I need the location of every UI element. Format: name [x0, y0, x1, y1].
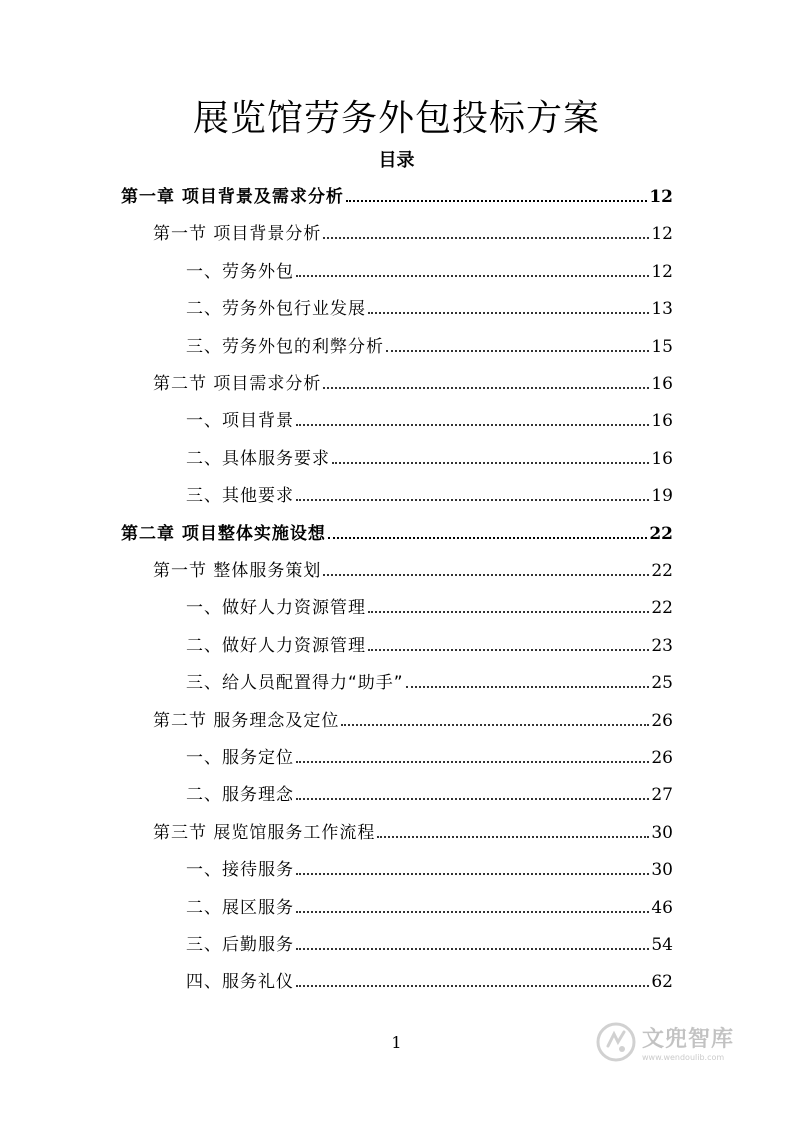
- toc-leader-dots: [296, 761, 649, 763]
- toc-entry-label: 三、其他要求: [186, 486, 294, 507]
- toc-entry[interactable]: [186, 257, 673, 287]
- toc-entry-page: 26: [651, 710, 673, 731]
- wendou-logo-icon: [596, 1022, 636, 1062]
- page-number: 1: [391, 1033, 402, 1052]
- toc-entry-page: 12: [651, 261, 673, 282]
- toc-entry[interactable]: [186, 294, 673, 324]
- toc-entry[interactable]: [186, 631, 673, 661]
- toc-entry-page: 19: [651, 486, 673, 507]
- toc-entry[interactable]: [153, 706, 673, 736]
- toc-entry[interactable]: [186, 668, 673, 698]
- toc-entry-label: 三、劳务外包的利弊分析: [186, 336, 384, 357]
- toc-entry[interactable]: [153, 219, 673, 249]
- toc-leader-dots: [323, 387, 649, 389]
- toc-entry-label: 第二节 项目需求分析: [153, 374, 322, 394]
- toc-entry[interactable]: [186, 743, 673, 773]
- toc-entry-page: 16: [651, 448, 673, 469]
- toc-leader-dots: [296, 424, 649, 426]
- toc-entry-page: 15: [651, 336, 673, 357]
- toc-leader-dots: [346, 200, 647, 202]
- toc-entry-label: 第二章 项目整体实施设想: [121, 523, 326, 544]
- toc-entry-page: 12: [649, 187, 673, 207]
- toc-leader-dots: [323, 574, 649, 576]
- toc-leader-dots: [296, 948, 649, 950]
- toc-entry[interactable]: [186, 855, 673, 885]
- toc-leader-dots: [296, 275, 649, 277]
- toc-leader-dots: [406, 686, 650, 688]
- toc-entry[interactable]: [186, 444, 673, 474]
- toc-entry-page: 54: [651, 935, 673, 955]
- toc-entry[interactable]: [121, 182, 673, 212]
- toc-entry-page: 25: [651, 673, 673, 694]
- toc-entry-page: 22: [649, 523, 673, 544]
- toc-entry[interactable]: [153, 369, 673, 399]
- toc-leader-dots: [377, 836, 649, 838]
- toc-leader-dots: [296, 499, 649, 501]
- toc-entry-label: 二、劳务外包行业发展: [186, 299, 366, 320]
- watermark-name: 文兜智库: [642, 1027, 735, 1052]
- toc-entry-page: 26: [651, 748, 673, 768]
- toc-leader-dots: [296, 985, 649, 987]
- toc-entry[interactable]: [186, 780, 673, 810]
- toc-leader-dots: [341, 724, 649, 726]
- toc-entry[interactable]: [186, 967, 673, 997]
- toc-entry-label: 一、项目背景: [186, 411, 294, 432]
- toc-entry-page: 22: [651, 561, 673, 581]
- toc-leader-dots: [332, 462, 649, 464]
- toc-entry-label: 二、具体服务要求: [186, 448, 330, 469]
- toc-entry-label: 第一节 项目背景分析: [153, 224, 322, 245]
- toc-entry-label: 一、服务定位: [186, 748, 294, 768]
- toc-entry-page: 27: [651, 785, 673, 806]
- toc-entry-label: 一、劳务外包: [186, 261, 294, 282]
- toc-entry[interactable]: [153, 556, 673, 586]
- toc-entry-label: 一、做好人力资源管理: [186, 598, 366, 619]
- toc-leader-dots: [328, 537, 647, 539]
- toc-entry[interactable]: [186, 930, 673, 960]
- toc-leader-dots: [386, 350, 649, 352]
- toc-entry-label: 二、做好人力资源管理: [186, 635, 366, 656]
- watermark: [596, 1022, 734, 1062]
- document-title: 展览馆劳务外包投标方案: [192, 98, 600, 139]
- toc-leader-dots: [368, 649, 649, 651]
- toc-entry[interactable]: [186, 332, 673, 362]
- toc-entry-label: 第二节 服务理念及定位: [153, 710, 340, 731]
- toc-leader-dots: [296, 911, 649, 913]
- toc-entry[interactable]: [186, 481, 673, 511]
- toc-entry-label: 二、展区服务: [186, 897, 294, 918]
- toc-entry-label: 第三节 展览馆服务工作流程: [153, 822, 376, 843]
- toc-entry-page: 16: [651, 411, 673, 432]
- toc-entry-page: 46: [651, 897, 673, 918]
- toc-entry-page: 23: [651, 635, 673, 656]
- toc-entry-page: 22: [651, 598, 673, 619]
- toc-entry-page: 30: [651, 822, 673, 843]
- toc-entry-label: 第一章 项目背景及需求分析: [121, 187, 344, 207]
- toc-leader-dots: [368, 312, 649, 314]
- toc-entry[interactable]: [153, 818, 673, 848]
- toc-leader-dots: [296, 873, 649, 875]
- toc-entry-label: 第一节 整体服务策划: [153, 561, 322, 581]
- toc-entry-page: 16: [651, 374, 673, 394]
- toc-entry[interactable]: [186, 593, 673, 623]
- toc-leader-dots: [323, 237, 649, 239]
- toc-entry-page: 13: [651, 299, 673, 320]
- toc-entry-label: 三、后勤服务: [186, 935, 294, 955]
- toc-entry-page: 30: [651, 860, 673, 881]
- toc-entry-page: 62: [651, 972, 673, 993]
- toc-entry[interactable]: [186, 893, 673, 923]
- toc-heading: 目录: [378, 150, 415, 171]
- toc-entry-label: 三、给人员配置得力“助手”: [186, 673, 404, 694]
- toc-leader-dots: [296, 798, 649, 800]
- toc-entry-page: 12: [651, 224, 673, 245]
- toc-entry-label: 一、接待服务: [186, 860, 294, 881]
- watermark-url: www.wendoulib.com: [642, 1053, 725, 1062]
- toc-entry-label: 四、服务礼仪: [186, 972, 294, 993]
- toc-entry[interactable]: [186, 406, 673, 436]
- toc-entry[interactable]: [121, 519, 673, 549]
- toc-entry-label: 二、服务理念: [186, 785, 294, 806]
- toc-leader-dots: [368, 611, 649, 613]
